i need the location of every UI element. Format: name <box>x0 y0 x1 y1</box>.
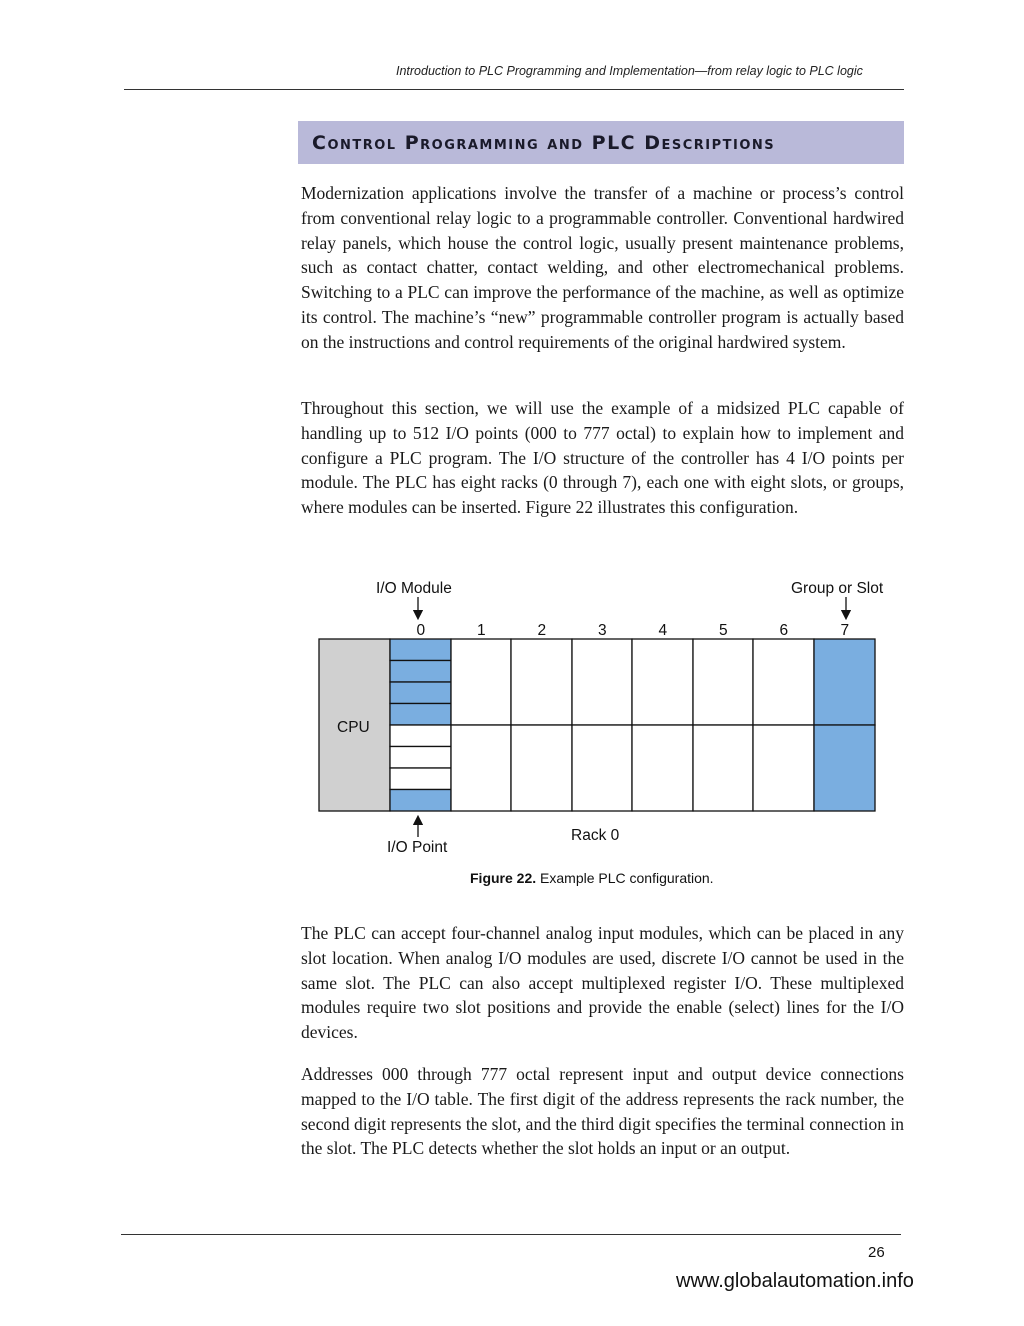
slot-6-lower-cell <box>753 725 814 811</box>
group-or-slot-label: Group or Slot <box>791 580 884 597</box>
slot-3-lower-cell <box>572 725 632 811</box>
paragraph-addresses: Addresses 000 through 777 octal represent input and output device connections mapped to the I/O table. The first digit of the address represents the rack number, the second digit represents the slot, and the third digit specifies the terminal connection in the slot. The PLC detects whether the slot holds an input or an output. <box>301 1064 904 1159</box>
section-title: Control Programming and PLC Descriptions <box>312 132 776 154</box>
figure-caption-text: Example PLC configuration. <box>536 870 714 886</box>
slot-7-upper-cell <box>814 639 875 725</box>
slot-4-upper-cell <box>632 639 693 725</box>
io-point-cell <box>390 682 451 704</box>
io-point-cell <box>390 725 451 747</box>
slot-5-lower-cell <box>693 725 753 811</box>
slot-6-upper-cell <box>753 639 814 725</box>
slot-number-2: 2 <box>537 622 547 639</box>
rack-label: Rack 0 <box>571 827 620 844</box>
figure-caption-label: Figure 22. <box>470 870 537 886</box>
slot-5-upper-cell <box>693 639 753 725</box>
slot-4-lower-cell <box>632 725 693 811</box>
slot-number-7: 7 <box>840 622 850 639</box>
header-rule <box>124 89 904 90</box>
figure-caption <box>470 870 714 886</box>
section-heading-bar <box>298 121 904 164</box>
paragraph-io-structure: Throughout this section, we will use the example of a midsized PLC capable of handling up to 512 I/O points (000 to 777 octal) to explain how to implement and configure a PLC program. The I/O structure of the controller has 4 I/O points per module. The PLC has eight racks (0 through 7), each one with eight slots, or groups, where modules can be inserted. Figure 22 illustrates this configuration. <box>301 398 904 518</box>
io-point-cell <box>390 747 451 769</box>
rack-slots <box>390 639 875 811</box>
slot-number-4: 4 <box>658 622 668 639</box>
slot-number-5: 5 <box>719 622 728 639</box>
paragraph-modernization: Modernization applications involve the transfer of a machine or process’s control from conventional relay logic to a programmable controller. Conventional hardwired relay panels, which house the control logic, usually present maintenance problems, such as contact chatter, contact welding, and other electromechanical problems. Switching to a PLC can improve the performance of the machine, as well as optimize its control. The machine’s “new” programmable controller program is actually based on the instructions and control requirements of the original hardwired system. <box>301 183 904 352</box>
plc-configuration-diagram <box>300 570 910 860</box>
site-url: www.globalautomation.info <box>676 1270 914 1292</box>
io-point-cell <box>390 768 451 790</box>
paragraph-analog-modules: The PLC can accept four-channel analog input modules, which can be placed in any slot location. When analog I/O modules are used, discrete I/O cannot be used in the same slot. The PLC can also accept multiplexed register I/O. These multiplexed modules require two slot positions and provide the enable (select) lines for the I/O devices. <box>301 923 904 1043</box>
slot-number-0: 0 <box>416 622 426 639</box>
slot-number-6: 6 <box>779 622 789 639</box>
slot-2-upper-cell <box>511 639 572 725</box>
page-number: 26 <box>868 1244 885 1261</box>
io-point-cell <box>390 790 451 812</box>
slot-1-upper-cell <box>451 639 511 725</box>
footer-rule <box>121 1234 901 1235</box>
io-point-cell <box>390 661 451 683</box>
slot-7-lower-cell <box>814 725 875 811</box>
cpu-label: CPU <box>337 719 370 736</box>
io-module-label: I/O Module <box>376 580 452 597</box>
slot-3-upper-cell <box>572 639 632 725</box>
slot-1-lower-cell <box>451 725 511 811</box>
io-point-cell <box>390 639 451 661</box>
io-point-cell <box>390 704 451 726</box>
running-header: Introduction to PLC Programming and Implementation—from relay logic to PLC logic <box>396 64 863 78</box>
slot-number-3: 3 <box>598 622 607 639</box>
slot-number-1: 1 <box>477 622 486 639</box>
io-point-label: I/O Point <box>387 839 448 856</box>
slot-2-lower-cell <box>511 725 572 811</box>
slot-number-row <box>417 622 850 639</box>
